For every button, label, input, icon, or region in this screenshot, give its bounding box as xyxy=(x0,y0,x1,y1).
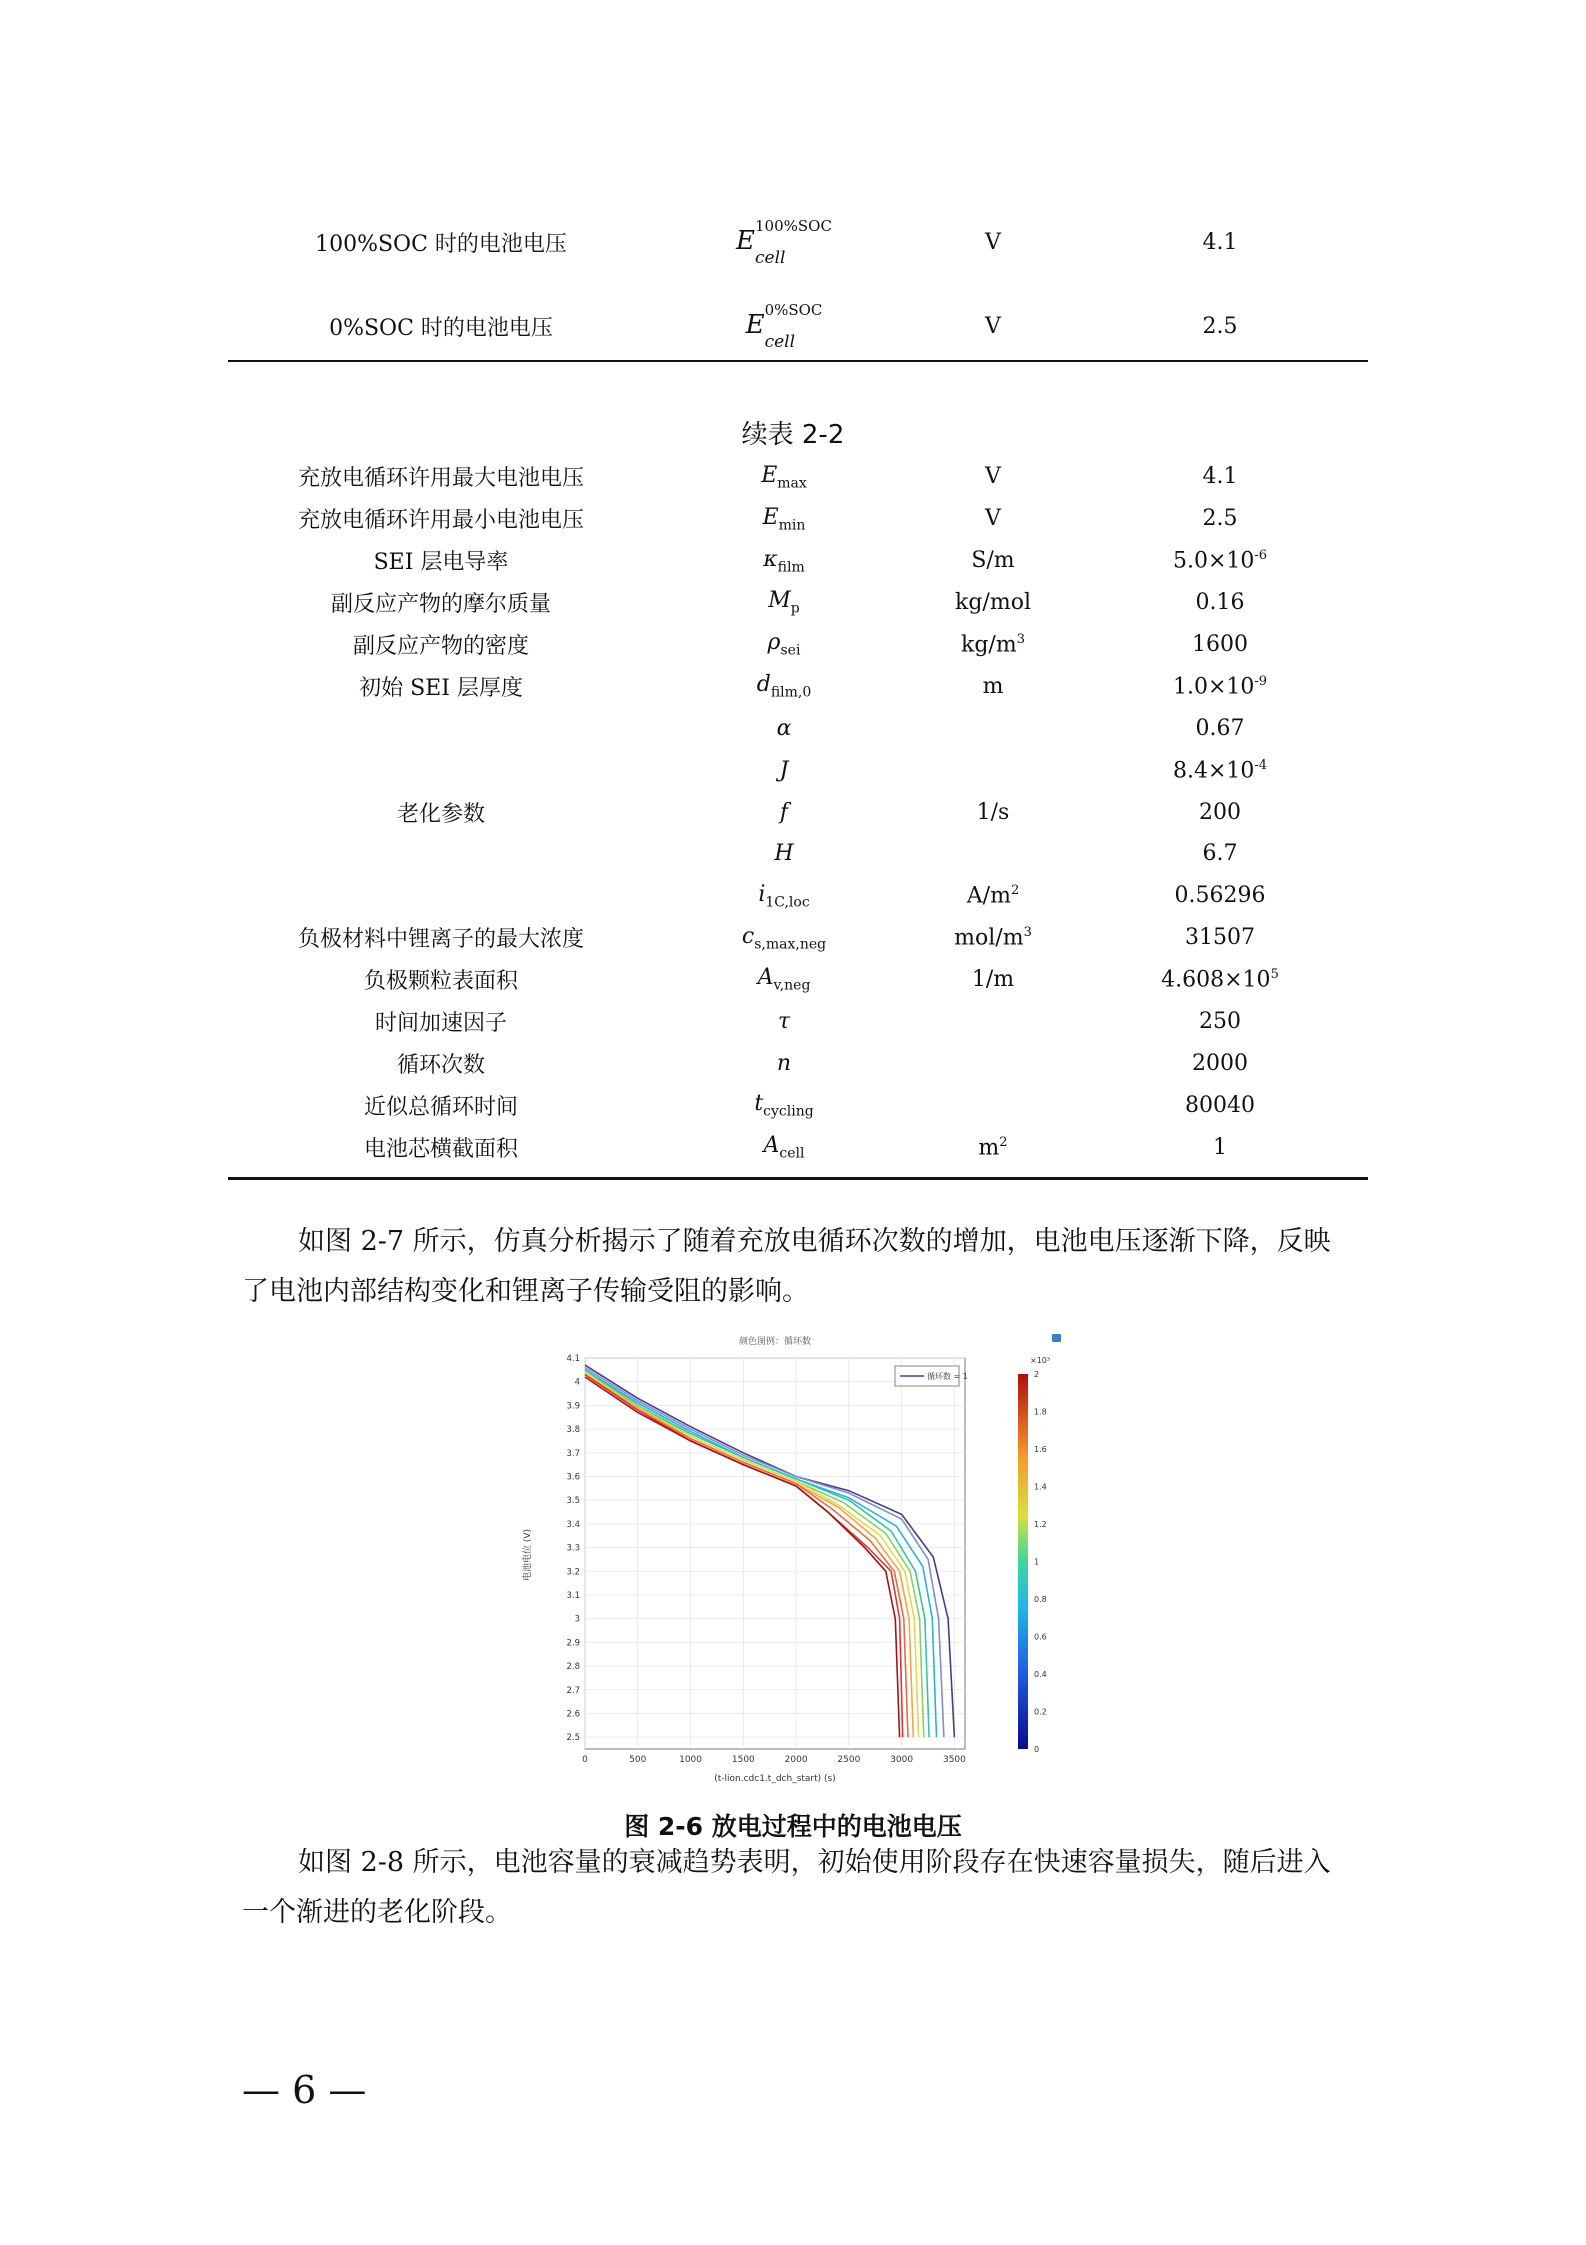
param-name: 循环次数 xyxy=(396,1052,485,1078)
table-row xyxy=(228,1042,1368,1084)
param-symbol: $A_{cell}$ xyxy=(763,1133,805,1162)
param-value: $8.4\times 10^{-4}$ xyxy=(1172,757,1268,783)
table-row xyxy=(228,791,1368,833)
colorbar-exponent: ×10³ xyxy=(1030,1356,1051,1365)
y-tick-label: 3.5 xyxy=(566,1496,580,1507)
table-row xyxy=(228,1001,1368,1043)
plot-area xyxy=(585,1358,965,1749)
param-name xyxy=(228,875,654,917)
param-value: 1600 xyxy=(1192,632,1248,657)
param-unit: 1/s xyxy=(976,799,1010,825)
table-row xyxy=(228,749,1368,791)
param-value: 200 xyxy=(1199,799,1241,825)
param-symbol: $E_{min}$ xyxy=(762,504,806,534)
y-tick-label: 2.8 xyxy=(566,1662,580,1673)
table-row xyxy=(228,498,1368,540)
y-tick-label: 3.4 xyxy=(566,1519,580,1530)
colorbar xyxy=(1018,1374,1028,1749)
param-symbol: $\rho_{sei}$ xyxy=(767,630,801,659)
param-symbol: α xyxy=(776,715,792,741)
param-name: 0%SOC 时的电池电压 xyxy=(329,315,553,341)
param-name xyxy=(228,749,654,791)
table-row xyxy=(228,917,1368,959)
param-symbol: $M_p$ xyxy=(768,588,800,617)
x-tick-label: 3500 xyxy=(942,1755,966,1765)
param-value: $5.0\times 10^{-6}$ xyxy=(1172,548,1268,574)
y-tick-label: 2.5 xyxy=(566,1733,580,1744)
colorbar-tick-label: 1.4 xyxy=(1034,1482,1047,1492)
colorbar-tick-label: 1.6 xyxy=(1034,1445,1047,1454)
table-row xyxy=(228,284,1368,368)
export-icon[interactable] xyxy=(1052,1334,1061,1342)
y-tick-label: 4.1 xyxy=(566,1354,580,1364)
params-table xyxy=(228,456,1368,1168)
param-name: 老化参数 xyxy=(396,801,485,827)
param-unit: m xyxy=(982,673,1004,699)
param-value: 2000 xyxy=(1192,1050,1248,1076)
colorbar-tick-label: 2 xyxy=(1034,1370,1040,1379)
param-value: 2.5 xyxy=(1202,313,1238,339)
y-tick-label: 3.2 xyxy=(566,1567,580,1578)
param-unit: mol/$m^3$ xyxy=(954,925,1032,951)
y-tick-label: 3.7 xyxy=(566,1448,580,1459)
param-symbol: H xyxy=(774,841,794,867)
param-unit: S/m xyxy=(971,548,1015,574)
param-symbol: $E_{max}$ xyxy=(761,462,807,492)
param-symbol: $\kappa_{film}$ xyxy=(763,546,805,575)
param-value: 0.56296 xyxy=(1174,883,1266,909)
table-row xyxy=(228,540,1368,582)
param-value: 0.67 xyxy=(1195,715,1245,741)
colorbar-tick-label: 1.2 xyxy=(1034,1520,1047,1529)
y-tick-label: 3.8 xyxy=(566,1425,580,1436)
param-unit xyxy=(914,833,1072,875)
param-value: $1.0\times 10^{-9}$ xyxy=(1172,673,1268,700)
y-tick-label: 4 xyxy=(574,1377,580,1388)
param-name: 电池芯横截面积 xyxy=(363,1136,518,1162)
table-row xyxy=(228,875,1368,917)
table-row xyxy=(228,200,1368,284)
param-name: 副反应产物的密度 xyxy=(352,634,529,659)
legend-label: 循环数 = 1 xyxy=(927,1372,968,1381)
param-unit: V xyxy=(985,506,1001,532)
param-symbol: $c_{s,max,neg}$ xyxy=(741,923,827,952)
table-row xyxy=(228,582,1368,624)
param-symbol: $i_{1C,loc}$ xyxy=(758,881,810,911)
param-value: 6.7 xyxy=(1202,841,1238,867)
y-tick-label: 3.9 xyxy=(566,1401,580,1412)
colorbar-tick-label: 0.8 xyxy=(1034,1595,1047,1604)
param-value: 0.16 xyxy=(1195,590,1245,616)
table-row xyxy=(228,665,1368,707)
colorbar-tick-label: 0.6 xyxy=(1034,1632,1047,1642)
y-tick-label: 3.1 xyxy=(566,1590,580,1601)
param-name: 副反应产物的摩尔质量 xyxy=(330,592,551,618)
param-value: 1 xyxy=(1213,1134,1227,1160)
param-name xyxy=(228,833,654,875)
param-value: 4.1 xyxy=(1202,464,1238,490)
y-tick-label: 2.6 xyxy=(566,1709,580,1720)
colorbar-tick-label: 0 xyxy=(1034,1745,1040,1754)
chart-title: 颜色图例：循环数 xyxy=(738,1337,812,1347)
param-name: 充放电循环许用最大电池电压 xyxy=(297,466,584,492)
x-tick-label: 1500 xyxy=(731,1755,755,1765)
colorbar-tick-label: 1.8 xyxy=(1034,1407,1047,1417)
x-tick-label: 500 xyxy=(629,1755,647,1765)
param-unit: V xyxy=(985,229,1001,255)
page-number: — 6 — xyxy=(242,2068,367,2112)
param-name xyxy=(228,707,654,749)
param-symbol: $t_{cycling}$ xyxy=(754,1091,814,1120)
table-row xyxy=(228,624,1368,666)
param-name: SEI 层电导率 xyxy=(373,550,509,576)
x-tick-label: 3000 xyxy=(890,1755,914,1765)
table-row xyxy=(228,1126,1368,1168)
param-value: 31507 xyxy=(1185,925,1255,951)
voltage-chart xyxy=(500,1320,1090,1790)
x-tick-label: 2500 xyxy=(837,1755,861,1765)
table-row xyxy=(228,456,1368,498)
y-tick-label: 2.9 xyxy=(566,1638,580,1649)
param-symbol: τ xyxy=(777,1009,791,1035)
param-name: 负极颗粒表面积 xyxy=(363,969,518,995)
param-unit xyxy=(914,749,1072,791)
param-value: 80040 xyxy=(1185,1092,1255,1118)
x-tick-label: 1000 xyxy=(679,1755,703,1765)
x-axis-label: (t-lion.cdc1.t_dch_start) (s) xyxy=(714,1774,836,1784)
table-bottom-rule xyxy=(228,360,1368,362)
param-symbol: J xyxy=(779,757,789,783)
param-unit: $m^2$ xyxy=(978,1134,1008,1160)
y-axis-label: 电池电位 (V) xyxy=(523,1528,533,1582)
param-symbol: $E^{100\%SOC}$ $_{cell}$ xyxy=(736,217,832,268)
colorbar-tick-label: 0.2 xyxy=(1034,1707,1047,1717)
colorbar-tick-label: 1 xyxy=(1034,1557,1040,1567)
param-name: 初始 SEI 层厚度 xyxy=(359,675,523,701)
y-tick-label: 3.3 xyxy=(566,1543,580,1554)
param-symbol: n xyxy=(776,1050,792,1076)
param-symbol: f xyxy=(779,799,789,825)
param-unit xyxy=(914,1001,1072,1043)
params-top-table xyxy=(228,200,1368,368)
param-unit xyxy=(914,1084,1072,1126)
param-unit: V xyxy=(985,464,1001,490)
param-unit: $A/m^2$ xyxy=(966,883,1020,909)
paragraph-2: 如图 2-8 所示，电池容量的衰减趋势表明，初始使用阶段存在快速容量损失，随后进入一个渐进的老化阶段。 xyxy=(242,1847,1331,1928)
param-value: 250 xyxy=(1199,1009,1241,1035)
param-name: 近似总循环时间 xyxy=(363,1094,518,1120)
x-tick-label: 0 xyxy=(582,1755,588,1765)
y-tick-label: 3 xyxy=(574,1614,580,1625)
y-tick-label: 2.7 xyxy=(566,1685,580,1696)
param-value: 2.5 xyxy=(1202,506,1238,532)
param-unit xyxy=(914,1042,1072,1084)
table-row xyxy=(228,833,1368,875)
table-row xyxy=(228,707,1368,749)
colorbar-tick-label: 0.4 xyxy=(1034,1670,1047,1679)
param-value: $4.608\times 10^5$ xyxy=(1161,966,1279,993)
x-tick-label: 2000 xyxy=(784,1755,808,1765)
y-tick-label: 3.6 xyxy=(566,1472,580,1483)
figure-caption: 图 2-6 放电过程中的电池电压 xyxy=(624,1812,962,1841)
param-unit: $kg/m^3$ xyxy=(961,631,1025,658)
param-unit xyxy=(914,707,1072,749)
table-title: 续表 2-2 xyxy=(741,420,845,450)
table-end-rule xyxy=(228,1177,1368,1180)
legend xyxy=(895,1366,968,1386)
param-name: 时间加速因子 xyxy=(374,1011,507,1037)
param-name: 充放电循环许用最小电池电压 xyxy=(297,508,584,534)
param-unit: kg/mol xyxy=(955,590,1031,616)
param-symbol: $E^{0\%SOC}$ $_{cell}$ xyxy=(745,301,823,352)
param-name: 100%SOC 时的电池电压 xyxy=(315,231,567,257)
param-symbol: $d_{film,0}$ xyxy=(756,672,812,701)
param-symbol: $A_{v,neg}$ xyxy=(757,965,811,994)
param-unit: V xyxy=(985,313,1001,339)
param-value: 4.1 xyxy=(1202,229,1238,255)
paragraph-1: 如图 2-7 所示，仿真分析揭示了随着充放电循环次数的增加，电池电压逐渐下降，反映了电池内部结构变化和锂离子传输受阻的影响。 xyxy=(242,1226,1331,1307)
table-row xyxy=(228,1084,1368,1126)
param-name: 负极材料中锂离子的最大浓度 xyxy=(297,927,584,953)
param-unit: 1/m xyxy=(971,967,1015,993)
table-row xyxy=(228,959,1368,1001)
